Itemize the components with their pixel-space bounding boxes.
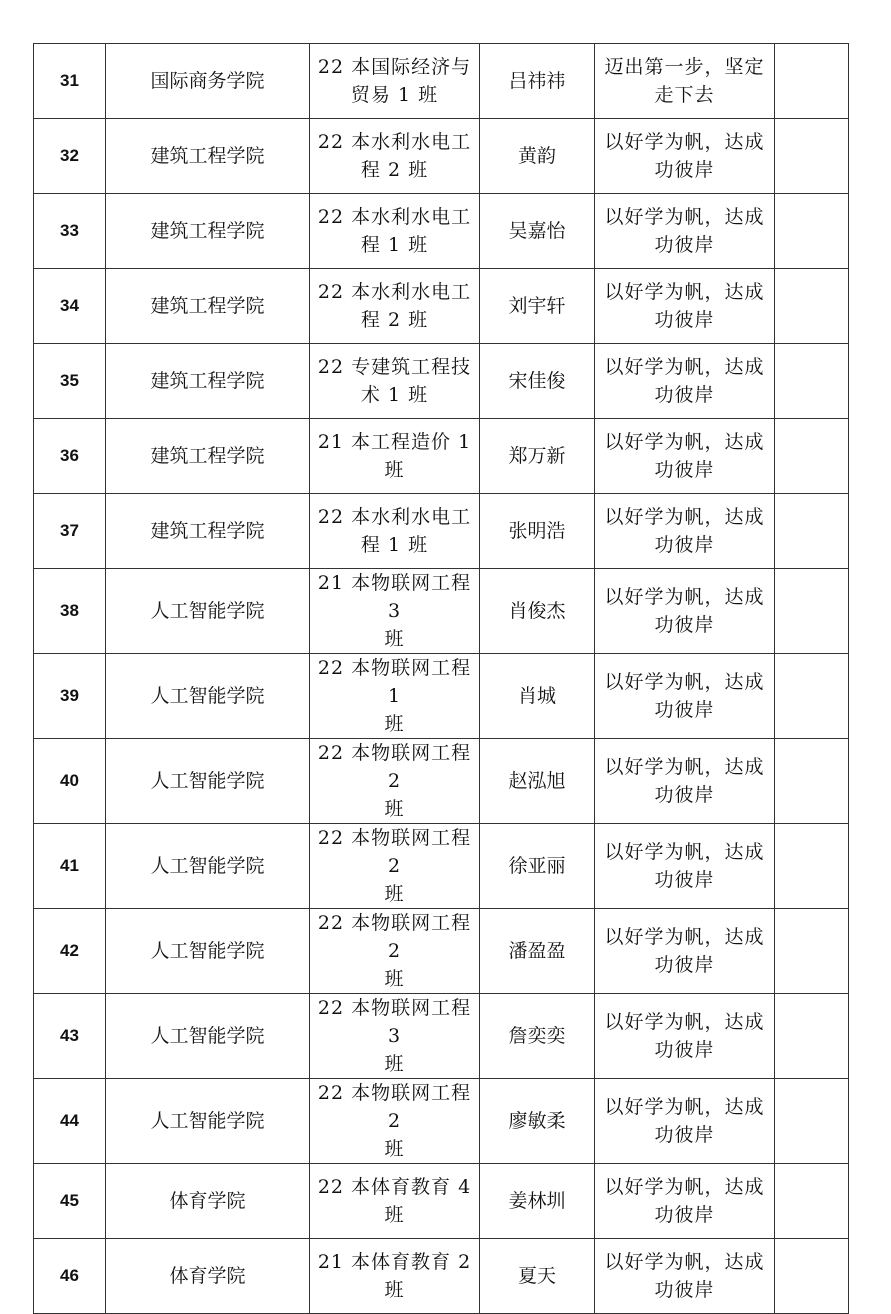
student-name-cell	[480, 1239, 595, 1314]
row-number: 42	[60, 941, 79, 960]
motto-cell	[595, 1079, 775, 1164]
motto-line-1: 以好学为帆，达成	[604, 756, 765, 778]
remark-cell	[775, 909, 849, 994]
remark-cell	[775, 494, 849, 569]
student-name: 郑万新	[508, 445, 566, 467]
class-line-2: 班	[384, 1053, 405, 1075]
motto-line-2: 功彼岸	[654, 869, 715, 891]
class-line-1: 21 本物联网工程 3	[317, 572, 472, 622]
class-line-2: 班	[384, 1279, 405, 1301]
class-cell	[310, 909, 480, 994]
college-name: 人工智能学院	[150, 600, 265, 622]
motto-line-1: 以好学为帆，达成	[604, 356, 765, 378]
college-name: 人工智能学院	[150, 1025, 265, 1047]
motto-cell	[595, 269, 775, 344]
class-cell	[310, 119, 480, 194]
class-line-2: 程 2 班	[360, 309, 429, 331]
remark-cell	[775, 1239, 849, 1314]
college-name: 人工智能学院	[150, 855, 265, 877]
motto-line-1: 以好学为帆，达成	[604, 1251, 765, 1273]
class-cell	[310, 654, 480, 739]
class-cell	[310, 494, 480, 569]
college-cell	[106, 1079, 310, 1164]
student-name-cell	[480, 44, 595, 119]
student-name: 宋佳俊	[508, 370, 566, 392]
table-body	[34, 44, 849, 1314]
motto-line-2: 走下去	[654, 84, 715, 106]
remark-cell	[775, 194, 849, 269]
motto-line-2: 功彼岸	[654, 614, 715, 636]
student-name: 吕祎祎	[508, 70, 566, 92]
student-name: 刘宇轩	[508, 295, 566, 317]
row-number: 44	[60, 1111, 79, 1130]
class-cell	[310, 824, 480, 909]
college-name: 建筑工程学院	[150, 145, 265, 167]
motto-line-1: 以好学为帆，达成	[604, 1096, 765, 1118]
motto-cell	[595, 119, 775, 194]
row-number: 45	[60, 1191, 79, 1210]
table-row	[34, 119, 849, 194]
motto-cell	[595, 739, 775, 824]
motto-line-1: 以好学为帆，达成	[604, 431, 765, 453]
row-number-cell	[34, 344, 106, 419]
college-cell	[106, 494, 310, 569]
student-name-cell	[480, 994, 595, 1079]
motto-line-2: 功彼岸	[654, 384, 715, 406]
row-number-cell	[34, 994, 106, 1079]
table-row	[34, 1239, 849, 1314]
motto-line-1: 以好学为帆，达成	[604, 281, 765, 303]
class-line-2: 术 1 班	[360, 384, 429, 406]
row-number: 46	[60, 1266, 79, 1285]
class-cell	[310, 44, 480, 119]
student-name: 张明浩	[508, 520, 566, 542]
motto-line-1: 以好学为帆，达成	[604, 1176, 765, 1198]
class-line-2: 班	[384, 628, 405, 650]
class-line-2: 班	[384, 713, 405, 735]
student-name: 赵泓旭	[508, 770, 566, 792]
motto-line-2: 功彼岸	[654, 954, 715, 976]
class-line-1: 22 本水利水电工	[317, 206, 472, 228]
class-line-1: 22 本物联网工程 1	[317, 657, 472, 707]
college-cell	[106, 419, 310, 494]
college-cell	[106, 994, 310, 1079]
college-cell	[106, 269, 310, 344]
row-number-cell	[34, 909, 106, 994]
college-name: 体育学院	[169, 1265, 246, 1287]
row-number: 39	[60, 686, 79, 705]
student-name: 潘盈盈	[508, 940, 566, 962]
table-row	[34, 739, 849, 824]
row-number: 36	[60, 446, 79, 465]
student-name-cell	[480, 419, 595, 494]
row-number-cell	[34, 494, 106, 569]
college-cell	[106, 194, 310, 269]
motto-line-1: 以好学为帆，达成	[604, 671, 765, 693]
class-line-1: 22 本水利水电工	[317, 281, 472, 303]
student-name-cell	[480, 569, 595, 654]
student-name: 肖俊杰	[508, 600, 566, 622]
class-line-2: 班	[384, 798, 405, 820]
row-number-cell	[34, 119, 106, 194]
row-number-cell	[34, 44, 106, 119]
row-number-cell	[34, 739, 106, 824]
class-line-2: 班	[384, 968, 405, 990]
class-line-2: 班	[384, 1138, 405, 1160]
row-number-cell	[34, 194, 106, 269]
class-cell	[310, 344, 480, 419]
table-row	[34, 494, 849, 569]
row-number-cell	[34, 1164, 106, 1239]
student-name-cell	[480, 909, 595, 994]
motto-cell	[595, 654, 775, 739]
remark-cell	[775, 344, 849, 419]
student-name-cell	[480, 739, 595, 824]
class-line-1: 22 本水利水电工	[317, 131, 472, 153]
college-cell	[106, 119, 310, 194]
class-cell	[310, 739, 480, 824]
motto-cell	[595, 569, 775, 654]
motto-line-2: 功彼岸	[654, 699, 715, 721]
motto-line-2: 功彼岸	[654, 309, 715, 331]
student-name-cell	[480, 119, 595, 194]
college-cell	[106, 569, 310, 654]
motto-cell	[595, 909, 775, 994]
row-number: 34	[60, 296, 79, 315]
table-row	[34, 194, 849, 269]
row-number-cell	[34, 1079, 106, 1164]
table-row	[34, 824, 849, 909]
class-cell	[310, 569, 480, 654]
row-number-cell	[34, 419, 106, 494]
student-name: 廖敏柔	[508, 1110, 566, 1132]
motto-cell	[595, 994, 775, 1079]
student-name: 姜林圳	[508, 1190, 566, 1212]
remark-cell	[775, 569, 849, 654]
motto-line-2: 功彼岸	[654, 1204, 715, 1226]
motto-line-2: 功彼岸	[654, 1124, 715, 1146]
remark-cell	[775, 419, 849, 494]
motto-line-2: 功彼岸	[654, 534, 715, 556]
motto-line-2: 功彼岸	[654, 1279, 715, 1301]
class-line-2: 班	[384, 1204, 405, 1226]
student-name-cell	[480, 269, 595, 344]
row-number: 33	[60, 221, 79, 240]
remark-cell	[775, 44, 849, 119]
student-name-cell	[480, 1164, 595, 1239]
row-number: 31	[60, 71, 79, 90]
row-number-cell	[34, 1239, 106, 1314]
college-cell	[106, 654, 310, 739]
table-row	[34, 909, 849, 994]
student-name-cell	[480, 824, 595, 909]
college-name: 建筑工程学院	[150, 520, 265, 542]
class-line-2: 程 2 班	[360, 159, 429, 181]
class-line-2: 程 1 班	[360, 534, 429, 556]
motto-cell	[595, 1164, 775, 1239]
motto-line-1: 以好学为帆，达成	[604, 206, 765, 228]
motto-line-2: 功彼岸	[654, 234, 715, 256]
remark-cell	[775, 824, 849, 909]
student-name: 徐亚丽	[508, 855, 566, 877]
motto-cell	[595, 344, 775, 419]
class-cell	[310, 1164, 480, 1239]
student-name-cell	[480, 494, 595, 569]
motto-line-2: 功彼岸	[654, 784, 715, 806]
remark-cell	[775, 1079, 849, 1164]
college-cell	[106, 824, 310, 909]
class-cell	[310, 1239, 480, 1314]
motto-cell	[595, 44, 775, 119]
motto-line-1: 以好学为帆，达成	[604, 586, 765, 608]
college-name: 体育学院	[169, 1190, 246, 1212]
motto-line-1: 以好学为帆，达成	[604, 926, 765, 948]
college-cell	[106, 1239, 310, 1314]
college-cell	[106, 1164, 310, 1239]
motto-line-2: 功彼岸	[654, 159, 715, 181]
college-name: 建筑工程学院	[150, 220, 265, 242]
remark-cell	[775, 739, 849, 824]
table-row	[34, 419, 849, 494]
motto-cell	[595, 824, 775, 909]
class-line-2: 贸易 1 班	[350, 84, 439, 106]
college-name: 人工智能学院	[150, 1110, 265, 1132]
class-line-1: 22 本物联网工程 3	[317, 997, 472, 1047]
row-number-cell	[34, 654, 106, 739]
row-number: 41	[60, 856, 79, 875]
class-line-1: 22 本物联网工程 2	[317, 1082, 472, 1132]
student-name: 夏天	[517, 1265, 556, 1287]
motto-line-1: 以好学为帆，达成	[604, 131, 765, 153]
college-name: 人工智能学院	[150, 940, 265, 962]
remark-cell	[775, 1164, 849, 1239]
motto-line-1: 迈出第一步，坚定	[604, 56, 765, 78]
class-line-1: 22 本物联网工程 2	[317, 827, 472, 877]
table-row	[34, 654, 849, 739]
student-name: 肖城	[517, 685, 556, 707]
motto-cell	[595, 494, 775, 569]
row-number: 37	[60, 521, 79, 540]
row-number-cell	[34, 824, 106, 909]
student-table	[33, 43, 849, 1314]
table-row	[34, 344, 849, 419]
class-line-1: 21 本体育教育 2	[317, 1251, 472, 1273]
remark-cell	[775, 269, 849, 344]
class-cell	[310, 1079, 480, 1164]
class-line-1: 22 专建筑工程技	[317, 356, 472, 378]
motto-cell	[595, 194, 775, 269]
row-number: 40	[60, 771, 79, 790]
row-number: 38	[60, 601, 79, 620]
student-name-cell	[480, 1079, 595, 1164]
remark-cell	[775, 654, 849, 739]
motto-cell	[595, 1239, 775, 1314]
remark-cell	[775, 119, 849, 194]
college-name: 人工智能学院	[150, 770, 265, 792]
table-row	[34, 269, 849, 344]
college-name: 建筑工程学院	[150, 445, 265, 467]
college-name: 国际商务学院	[150, 70, 265, 92]
motto-line-1: 以好学为帆，达成	[604, 506, 765, 528]
class-cell	[310, 419, 480, 494]
college-name: 建筑工程学院	[150, 370, 265, 392]
student-name: 吴嘉怡	[508, 220, 566, 242]
class-line-1: 22 本体育教育 4	[317, 1176, 472, 1198]
row-number: 43	[60, 1026, 79, 1045]
college-name: 人工智能学院	[150, 685, 265, 707]
motto-line-1: 以好学为帆，达成	[604, 841, 765, 863]
remark-cell	[775, 994, 849, 1079]
motto-line-1: 以好学为帆，达成	[604, 1011, 765, 1033]
table-row	[34, 1164, 849, 1239]
class-cell	[310, 194, 480, 269]
class-line-1: 22 本国际经济与	[317, 56, 472, 78]
table-row	[34, 44, 849, 119]
table-row	[34, 569, 849, 654]
class-line-1: 22 本物联网工程 2	[317, 912, 472, 962]
college-cell	[106, 909, 310, 994]
college-cell	[106, 44, 310, 119]
student-name: 黄韵	[517, 145, 556, 167]
table-row	[34, 994, 849, 1079]
student-name-cell	[480, 654, 595, 739]
student-name: 詹奕奕	[508, 1025, 566, 1047]
motto-cell	[595, 419, 775, 494]
motto-line-2: 功彼岸	[654, 459, 715, 481]
class-line-1: 21 本工程造价 1	[317, 431, 472, 453]
class-line-2: 程 1 班	[360, 234, 429, 256]
row-number: 32	[60, 146, 79, 165]
class-cell	[310, 269, 480, 344]
row-number: 35	[60, 371, 79, 390]
class-cell	[310, 994, 480, 1079]
motto-line-2: 功彼岸	[654, 1039, 715, 1061]
college-name: 建筑工程学院	[150, 295, 265, 317]
class-line-1: 22 本物联网工程 2	[317, 742, 472, 792]
student-name-cell	[480, 194, 595, 269]
student-name-cell	[480, 344, 595, 419]
class-line-2: 班	[384, 883, 405, 905]
row-number-cell	[34, 569, 106, 654]
table-row	[34, 1079, 849, 1164]
class-line-1: 22 本水利水电工	[317, 506, 472, 528]
row-number-cell	[34, 269, 106, 344]
college-cell	[106, 344, 310, 419]
college-cell	[106, 739, 310, 824]
class-line-2: 班	[384, 459, 405, 481]
